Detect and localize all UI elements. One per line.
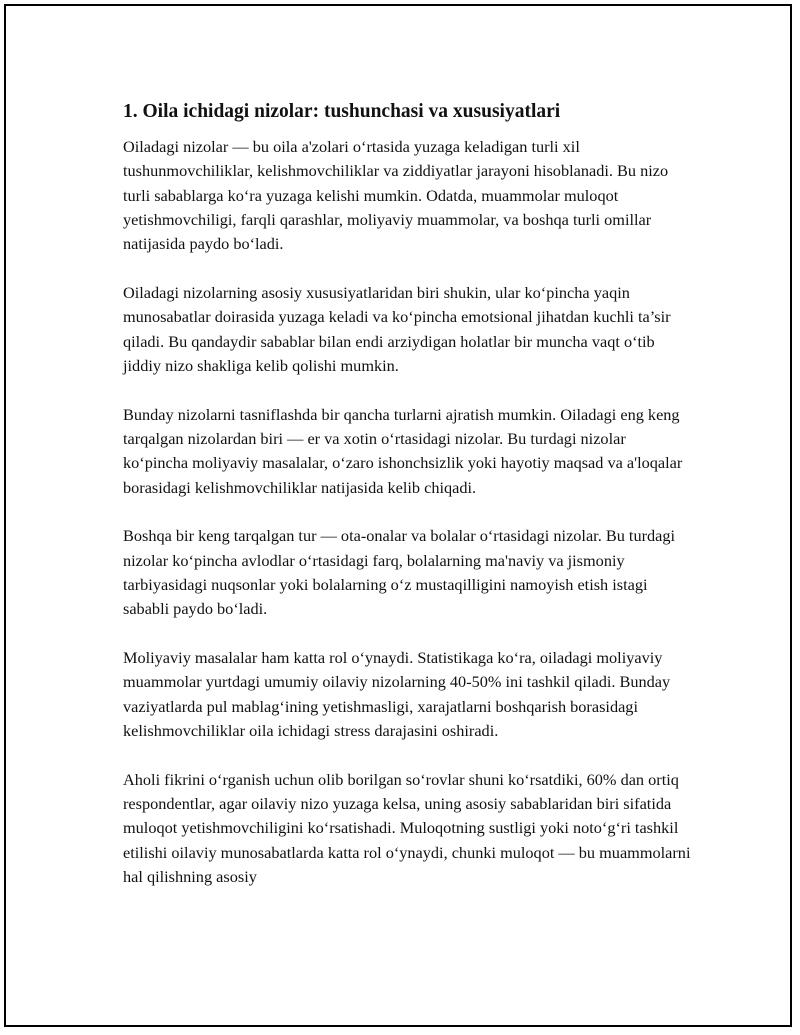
- page-frame: [4, 4, 792, 1027]
- document-body: [123, 99, 693, 914]
- paragraph-2: Oiladagi nizolarning asosiy xususiyatlaridan biri shukin, ular ko‘pincha yaqin munosabatlar doirasida yuzaga keladi va ko‘pincha emotsional jihatdan kuchli ta’sir qiladi. Bu qandaydir sabablar bilan endi arziydigan holatlar bir muncha vaqt o‘tib jiddiy nizo shakliga kelib qolishi mumkin.: [123, 282, 671, 375]
- paragraph-3: Bunday nizolarni tasniflashda bir qancha turlarni ajratish mumkin. Oiladagi eng keng tarqalgan nizolardan biri — er va xotin o‘rtasidagi nizolar. Bu turdagi nizolar ko‘pincha moliyaviy masalalar, o‘zaro ishonchsizlik yoki hayotiy maqsad va a'loqalar borasidagi kelishmovchiliklar natijasida kelib chiqadi.: [123, 404, 683, 497]
- section-heading: 1. Oila ichidagi nizolar: tushunchasi va xususiyatlari: [123, 101, 561, 122]
- paragraph-1: Oiladagi nizolar — bu oila a'zolari o‘rtasida yuzaga keladigan turli xil tushunmovchiliklar, kelishmovchiliklar va ziddiyatlar jarayoni hisoblanadi. Bu nizo turli sabablarga ko‘ra yuzaga kelishi mumkin. Odatda, muammolar muloqot yetishmovchiligi, farqli qarashlar, moliyaviy muammolar, va boshqa turli omillar natijasida paydo bo‘ladi.: [123, 137, 669, 254]
- paragraph-4: Boshqa bir keng tarqalgan tur — ota-onalar va bolalar o‘rtasidagi nizolar. Bu turdagi nizolar ko‘pincha avlodlar o‘rtasidagi farq, bolalarning ma'naviy va jismoniy tarbiyasidagi nuqsonlar yoki bolalarning o‘z mustaqilligini namoyish etish istagi sababli paydo bo‘ladi.: [123, 526, 676, 619]
- paragraph-6: Aholi fikrini o‘rganish uchun olib borilgan so‘rovlar shuni ko‘rsatdiki, 60% dan ortiq respondentlar, agar oilaviy nizo yuzaga kelsa, uning asosiy sabablaridan biri sifatida muloqot yetishmovchiligini ko‘rsatishadi. Muloqotning sustligi yoki noto‘g‘ri tashkil etilishi oilaviy munosabatlarda katta rol o‘ynaydi, chunki muloqot — bu muammolarni hal qilishning asosiy: [123, 769, 691, 886]
- paragraph-5: Moliyaviy masalalar ham katta rol o‘ynaydi. Statistikaga ko‘ra, oiladagi moliyaviy muammolar yurtdagi umumiy oilaviy nizolarning 40-50% ini tashkil qiladi. Bunday vaziyatlarda pul mablag‘ining yetishmasligi, xarajatlarni boshqarish borasidagi kelishmovchiliklar oila ichidagi stress darajasini oshiradi.: [123, 648, 671, 740]
